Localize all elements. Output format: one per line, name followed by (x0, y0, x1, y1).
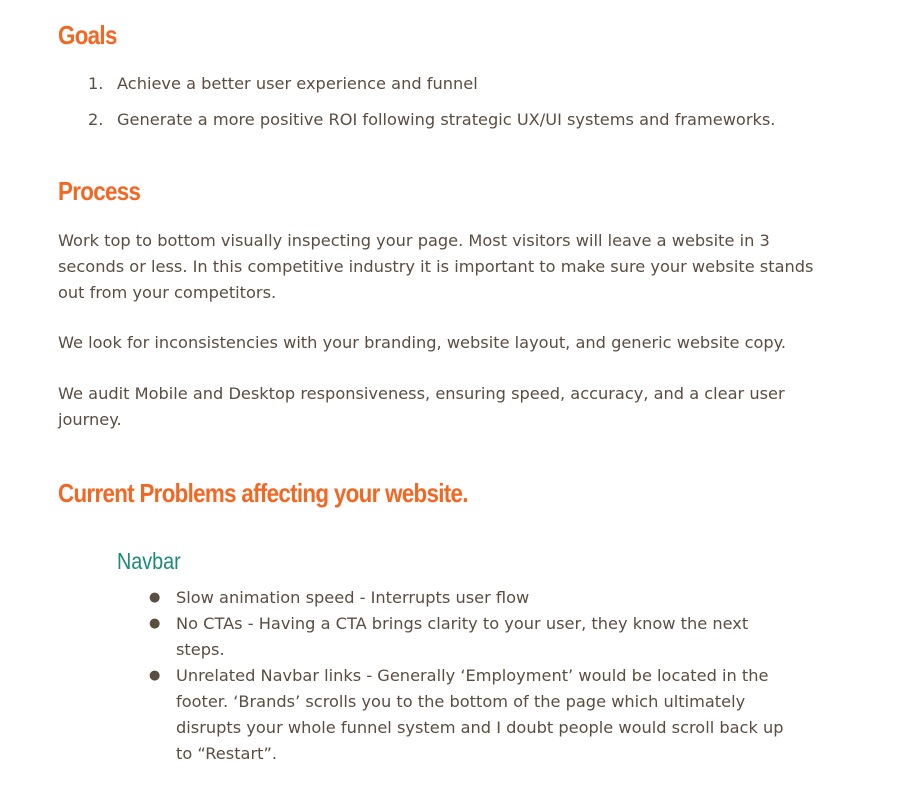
bullet-icon: ● (149, 668, 161, 683)
navbar-subheading: Navbar (117, 548, 181, 574)
goal-text: Generate a more positive ROI following strategic UX/UI systems and frameworks. (117, 110, 776, 129)
problems-heading: Current Problems affecting your website. (58, 478, 468, 508)
process-paragraph: We look for inconsistencies with your branding, website layout, and generic website copy. (58, 333, 787, 352)
list-number: 2. (88, 110, 104, 129)
list-item (58, 72, 775, 108)
bullet-icon: ● (149, 616, 161, 631)
list-number: 1. (88, 74, 104, 93)
list-item (58, 108, 775, 144)
bullet-text: Slow animation speed - Interrupts user flow (176, 588, 530, 607)
goals-heading: Goals (58, 20, 117, 50)
process-heading: Process (58, 176, 141, 206)
goals-list (58, 72, 775, 144)
process-paragraph: Work top to bottom visually inspecting your page. Most visitors will leave a website in 3 seconds or less. In this competitive industry it is important to make sure your website stands out from your competitors. (58, 231, 814, 302)
bullet-text: No CTAs - Having a CTA brings clarity to your user, they know the next steps. (176, 614, 749, 659)
goal-text: Achieve a better user experience and funnel (117, 74, 478, 93)
list-item (147, 663, 797, 767)
bullet-icon: ● (149, 590, 161, 605)
bullet-text: Unrelated Navbar links - Generally ‘Employment’ would be located in the footer. ‘Brands’ scrolls you to the bottom of the page which ultimately disrupts your whole funnel system and I doubt people would scroll back up to “Restart”. (176, 666, 784, 763)
list-item (147, 585, 797, 611)
list-item (147, 611, 797, 663)
process-paragraph: We audit Mobile and Desktop responsiveness, ensuring speed, accuracy, and a clear user journey. (58, 384, 785, 429)
navbar-problem-list (147, 585, 797, 767)
